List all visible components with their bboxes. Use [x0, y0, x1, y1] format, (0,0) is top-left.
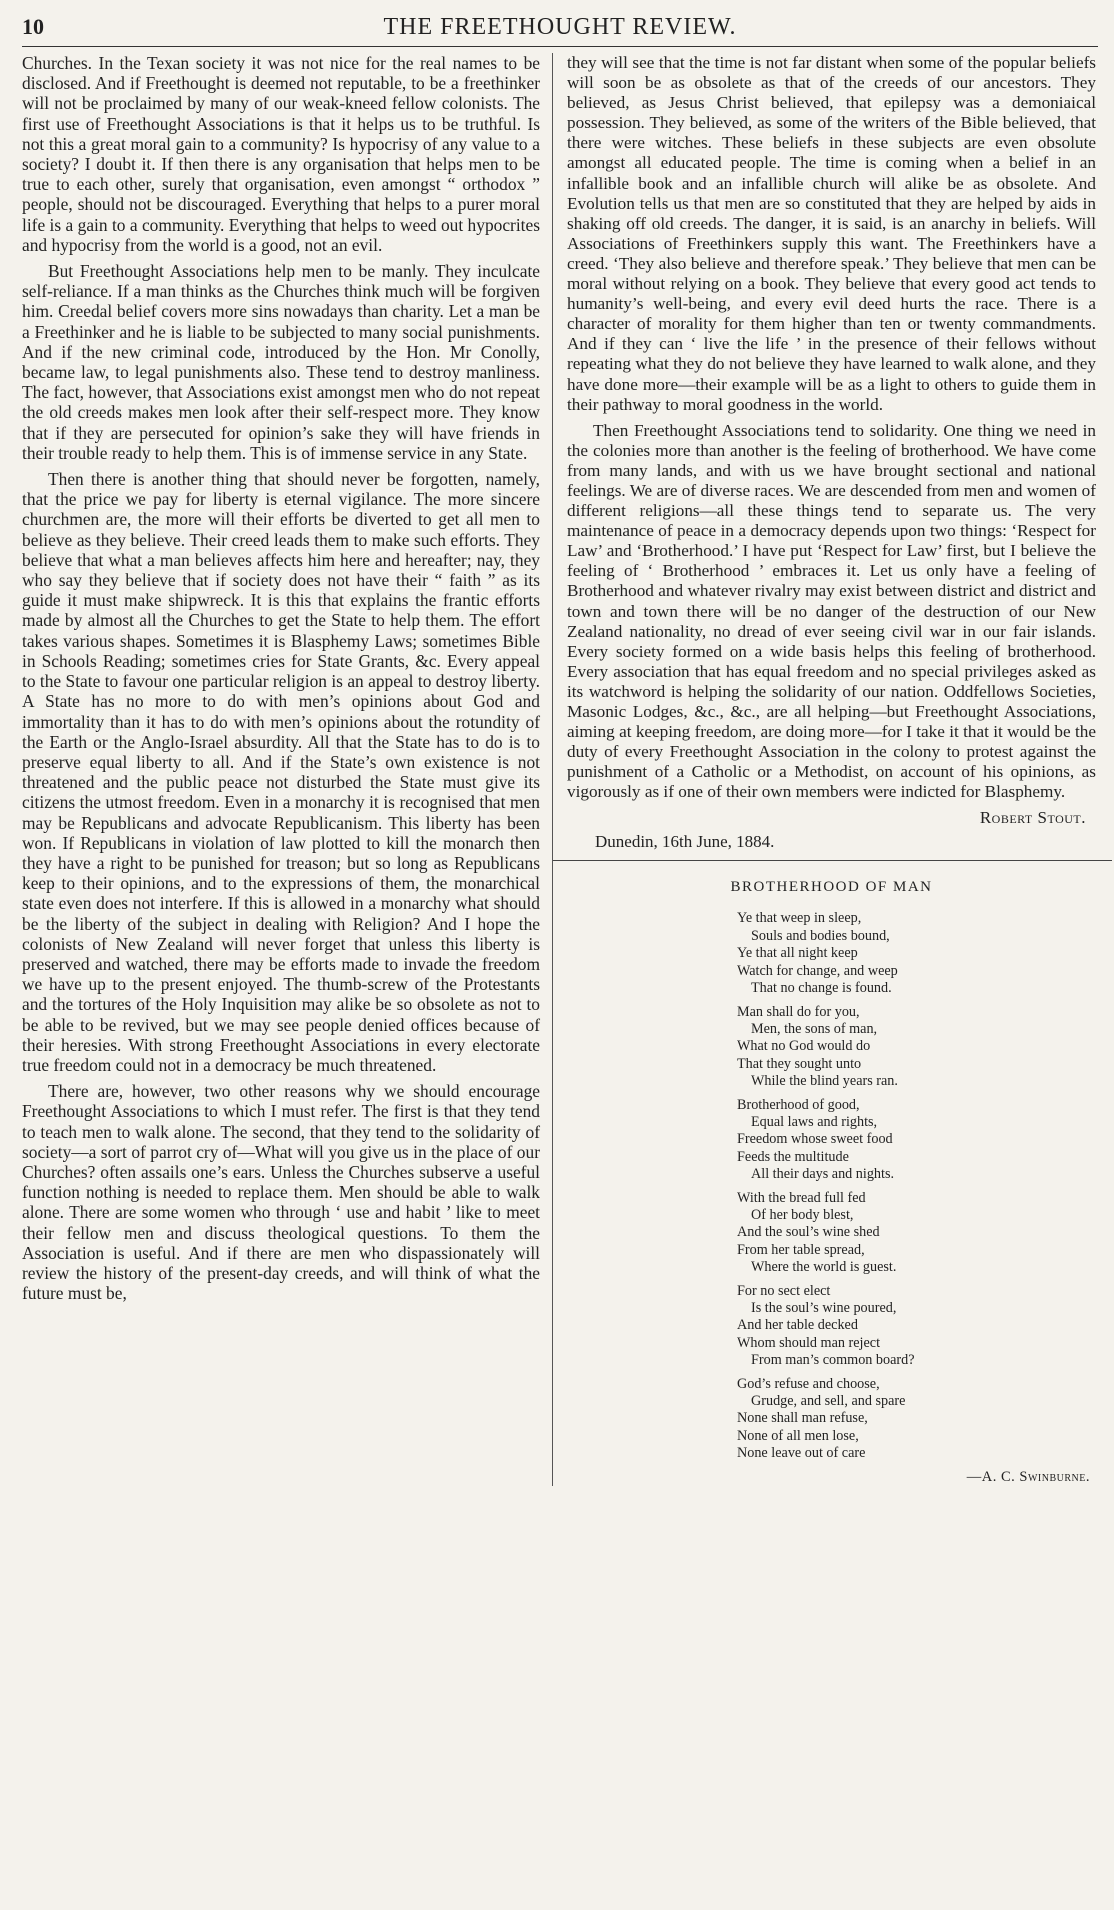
- poem-line: Souls and bodies bound,: [751, 927, 890, 944]
- poem-line: Ye that weep in sleep,: [737, 910, 862, 927]
- poem-line: Whom should man reject: [737, 1334, 881, 1351]
- poem-line: From man’s common board?: [751, 1352, 915, 1369]
- poem-line: Brotherhood of good,: [737, 1096, 860, 1113]
- poem-line: Where the world is guest.: [751, 1259, 897, 1276]
- poem-line: From her table spread,: [737, 1241, 865, 1258]
- poem-line: God’s refuse and choose,: [737, 1375, 880, 1392]
- poem-stanza: [737, 1376, 1096, 1463]
- left-column: [22, 53, 552, 1486]
- article-paragraph: they will see that the time is not far distant when some of the popular beliefs will soon be as obsolete as that of the creeds of our ancestors. They believed, as Jesus Christ believed, that epilepsy was a demoniaical possession. They believed, as some of the writers of the Bible believed, that there were witches. These beliefs in these subjects are even obsolute amongst all educated people. The time is coming when a belief in an infallible book and an infallible church will alike be as obsolete. And Evolution tells us that men are so constituted that they are helped by aids in shaking off old creeds. The danger, it is said, is an anarchy in beliefs. Will Associations of Freethinkers supply this want. The Freethinkers have a creed. ‘They also believe and therefore speak.’ They believe that men can be moral without relying on a book. They believe that every good act tends to humanity’s well-being, and every evil deed hurts the race. There is a character of morality for them higher than ten or twenty commandments. And if they can ‘ live the life ’ in the presence of their fellows without repeating what they do not believe they have learned to walk alone, and they have done more—their example will be as a light to others to guide them in their pathway to moral goodness in the world.: [567, 53, 1096, 414]
- poem-line: With the bread full fed: [737, 1189, 866, 1206]
- article-paragraph: Churches. In the Texan society it was not nice for the real names to be disclosed. And if Freethought is deemed not reputable, to be a freethinker will not be proclaimed by many of our weak-kneed fellow colonists. The first use of Freethought Associations is that it helps us to be truthful. Is not this a great moral gain to a community? Is hypocrisy of any value to a society? I doubt it. If then there is any organisation that helps men to be true to each other, surely that organisation, even amongst “ orthodox ” people, should not be discouraged. Everything that helps to a purer moral life is a gain to a community. Everything that helps to weed out hypocrites and hypocrisy from the world is a good, not an evil.: [22, 53, 540, 255]
- poem-line: None of all men lose,: [737, 1427, 859, 1444]
- running-head: [22, 12, 1098, 47]
- poem-line: None leave out of care: [737, 1445, 866, 1462]
- poem-line: All their days and nights.: [751, 1166, 895, 1183]
- poem-line: That they sought unto: [737, 1055, 862, 1072]
- poem-line: Feeds the multitude: [737, 1148, 849, 1165]
- journal-title: THE FREETHOUGHT REVIEW.: [383, 14, 737, 40]
- poem-line: What no God would do: [737, 1038, 871, 1055]
- poem-line: None shall man refuse,: [737, 1410, 868, 1427]
- poem-line: Ye that all night keep: [737, 945, 858, 962]
- poem-stanza: [737, 1283, 1096, 1370]
- article-paragraph: There are, however, two other reasons why we should encourage Freethought Associations to which I must refer. The first is that they tend to teach men to walk alone. The second, that they tend to the solidarity of society—a sort of parrot cry of—What will you give us in the place of our Churches? often assails one’s ears. Unless the Churches subserve a useful function nothing is needed to replace them. Men should be able to walk alone. There are some women who through ‘ use and habit ’ like to meet their fellow men and discuss theological questions. To them the Association is useful. And if there are men who dispassionately will review the history of the present-day creeds, and will think of what the future must be,: [22, 1081, 540, 1304]
- section-divider: [553, 860, 1112, 861]
- article-paragraph: Then there is another thing that should never be forgotten, namely, that the price we pay for liberty is eternal vigilance. The more sincere churchmen are, the more will their efforts be diverted to get all men to believe as they believe. Their creed leads them to make such efforts. They believe that what a man believes affects him here and hereafter; nay, they who say they believe that if society does not have their “ faith ” as its guide it must make shipwreck. It is this that explains the frantic efforts made by almost all the Churches to get the State to help them. The effort takes various shapes. Sometimes it is Blasphemy Laws; sometimes Bible in Schools Reading; sometimes cries for State Grants, &c. Every appeal to the State to favour one particular religion is an appeal to destroy liberty. A State has no more to do with men’s opinions about God and immortality than it has to do with men’s opinions about the rotundity of the Earth or the Anglo-Israel absurdity. All that the State has to do is to preserve equal liberty to all. And if the State’s own existence is not threatened and the public peace not disturbed the State must give its citizens the utmost freedom. Even in a monarchy it is recognised that men may be Republicans and advocate Republicanism. This liberty has been won. If Republicans in violation of law plotted to kill the monarch then they have a right to be punished for treason; but so long as Republicans keep to their opinions, and to the expressions of them, the monarchical state even does not interfere. If this is allowed in a monarchy what should be the liberty of the subject in dealing with Religion? And I hope the colonists of New Zealand will never forget that unless this liberty is preserved and watched, there may be efforts made to invade the freedom we have up to the present enjoyed. The thumb-screw of the Protestants and the tortures of the Holy Inquisition may alike be so obsolete as not to be able to be revived, but we may see people denied offices because of their heresies. With strong Freethought Associations in every electorate true freedom could not in a democracy be much threatened.: [22, 469, 540, 1075]
- poem-line: Men, the sons of man,: [751, 1020, 878, 1037]
- page-number: 10: [22, 14, 44, 39]
- poem-line: And the soul’s wine shed: [737, 1224, 880, 1241]
- poem-author: —A. C. Swinburne.: [966, 1468, 1090, 1485]
- poem-line: Freedom whose sweet food: [737, 1131, 893, 1148]
- poem-line: Man shall do for you,: [737, 1003, 860, 1020]
- poem-line: For no sect elect: [737, 1282, 831, 1299]
- dateline: Dunedin, 16th June, 1884.: [595, 832, 775, 852]
- right-column: [552, 53, 1096, 1486]
- poem-line: That no change is found.: [751, 980, 892, 997]
- article-columns: [22, 53, 1098, 1486]
- poem-line: Grudge, and sell, and spare: [751, 1393, 906, 1410]
- poem-stanza: [737, 1004, 1096, 1091]
- poem-line: Is the soul’s wine poured,: [751, 1300, 897, 1316]
- poem-line: And her table decked: [737, 1317, 858, 1334]
- poem-line: Watch for change, and weep: [737, 962, 898, 979]
- poem-stanza: [737, 1097, 1096, 1184]
- poem: [737, 910, 1096, 1462]
- poem-line: Of her body blest,: [751, 1206, 854, 1223]
- article-paragraph: Then Freethought Associations tend to solidarity. One thing we need in the colonies more than another is the feeling of brotherhood. We have come from many lands, and with us we have brought sectional and national feelings. We are of diverse races. We are descended from men and women of different religions—all these things tend to separate us. The very maintenance of peace in a democracy depends upon two things: ‘Respect for Law’ and ‘Brotherhood.’ I have put ‘Respect for Law’ first, but I believe the feeling of ‘ Brotherhood ’ embraces it. Let us only have a feeling of Brotherhood and whatever rivalry may exist between district and district and town and town there will be no danger of the destruction of our New Zealand nationality, no dread of ever seeing civil war in our fair islands. Every society formed on a wide basis helps this feeling of brotherhood. Every association that has equal freedom and no special privileges asked as its watchword is helping the solidarity of our nation. Oddfellows Societies, Masonic Lodges, &c., &c., are all helping—but Freethought Associations, aiming at keeping freedom, are doing more—for I take it that it would be the duty of every Freethought Association in the colony to protest against the punishment of a Catholic or a Methodist, on account of his opinions, as vigorously as if one of their own members were indicted for Blasphemy.: [567, 420, 1096, 802]
- poem-line: While the blind years ran.: [751, 1073, 898, 1090]
- poem-title: BROTHERHOOD OF MAN: [730, 879, 933, 896]
- poem-stanza: [737, 1190, 1096, 1277]
- article-paragraph: But Freethought Associations help men to be manly. They inculcate self-reliance. If a man thinks as the Churches think much will be forgiven him. Creedal belief covers more sins nowadays than charity. Let a man be a Freethinker and he is liable to be subjected to many social punishments. And if the new criminal code, introduced by the Hon. Mr Conolly, became law, to legal punishments also. These tend to destroy manliness. The fact, however, that Associations exist amongst men who do not repeat the old creeds makes men look after their self-respect more. They know that if they are persecuted for opinion’s sake they will have friends in their trouble ready to help them. This is of immense service in any State.: [22, 261, 540, 463]
- author-signature: Robert Stout.: [979, 808, 1086, 828]
- poem-line: Equal laws and rights,: [751, 1113, 878, 1130]
- poem-stanza: [737, 910, 1096, 997]
